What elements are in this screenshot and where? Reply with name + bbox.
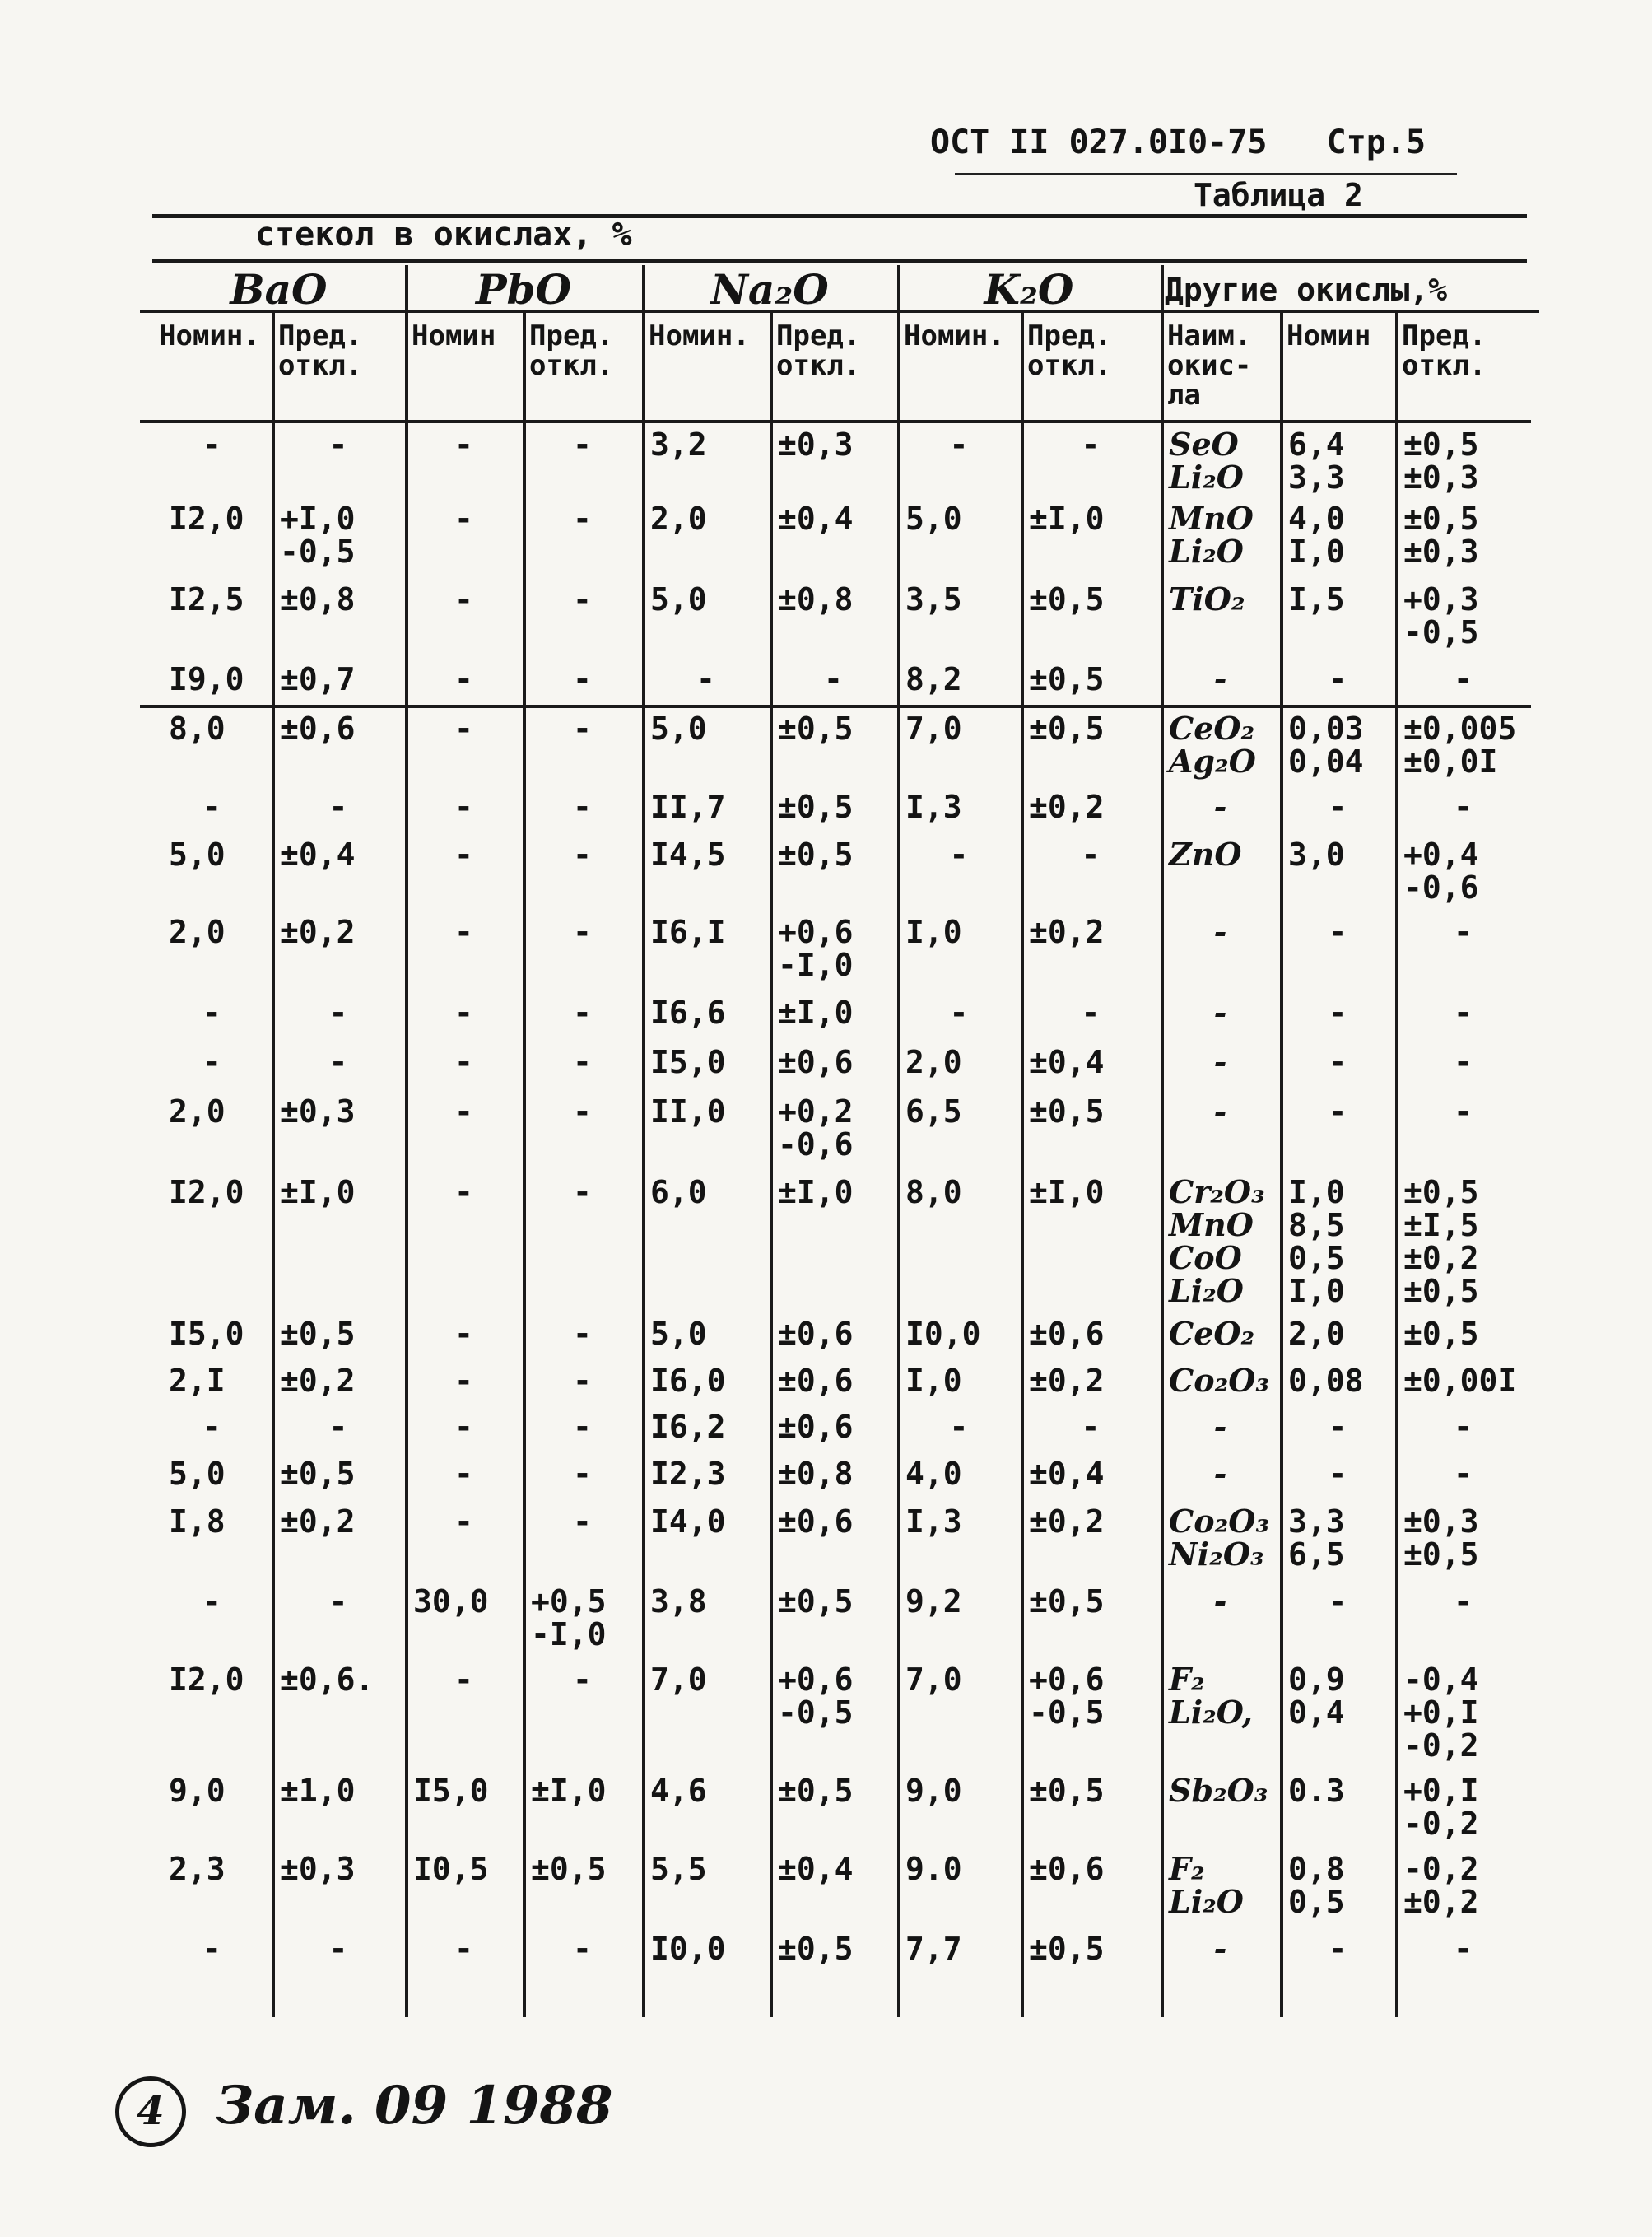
table-cell: - xyxy=(573,837,592,873)
table-cell: - xyxy=(1328,995,1347,1031)
table-cell: ±0,6 xyxy=(1029,1316,1105,1352)
table-cell: 9,0 xyxy=(905,1773,962,1809)
table-cell: I4,5 xyxy=(650,837,726,873)
table-cell: - xyxy=(454,914,473,950)
table-cell: Cr₂O₃ MnO CoO Li₂O xyxy=(1169,1173,1265,1309)
table-cell: 3,0 xyxy=(1288,837,1345,873)
table-cell: - xyxy=(573,661,592,697)
table-cell: - xyxy=(949,837,969,873)
table-cell: I5,0 xyxy=(650,1044,726,1080)
table-cell: 2,0 xyxy=(169,914,226,950)
table-cell: ±0,2 xyxy=(280,1363,356,1399)
table-cell: - xyxy=(454,837,473,873)
table-cell: ±I,0 xyxy=(531,1773,607,1809)
table-cell: - xyxy=(573,1409,592,1445)
table-cell: - xyxy=(1081,1409,1101,1445)
table-cell: ±0,5 xyxy=(1029,1583,1105,1619)
table-cell: - xyxy=(328,789,348,825)
column-rule xyxy=(770,313,773,2017)
table-cell: 7,0 xyxy=(650,1661,707,1698)
table-cell: 2,3 xyxy=(169,1851,226,1887)
table-cell: - xyxy=(573,1456,592,1492)
table-cell: - xyxy=(1213,1093,1227,1130)
table-cell: 9,0 xyxy=(169,1773,226,1809)
table-cell: F₂ Li₂O xyxy=(1169,1850,1244,1920)
table-cell: 3,2 xyxy=(650,426,707,463)
table-cell: 0.3 xyxy=(1288,1773,1345,1809)
table-cell: - xyxy=(328,1409,348,1445)
table-cell: ±0,5 xyxy=(778,1583,854,1619)
table-cell: - xyxy=(454,1931,473,1967)
table-cell: 6,0 xyxy=(650,1174,707,1210)
table-cell: - xyxy=(824,661,843,697)
table-cell: 5,0 xyxy=(169,1456,226,1492)
units-title: стекол в окислах, % xyxy=(255,216,632,254)
table-cell: 6,5 xyxy=(905,1093,962,1130)
table-cell: - xyxy=(1328,789,1347,825)
table-cell: SeO Li₂O xyxy=(1169,426,1244,496)
table-cell: - xyxy=(1081,426,1101,463)
table-cell: I,8 xyxy=(169,1503,226,1540)
group-header: PbO xyxy=(475,265,572,314)
table-cell: ±0,5 xyxy=(778,789,854,825)
table-cell: - xyxy=(1454,789,1473,825)
column-rule xyxy=(1280,313,1283,2017)
table-cell: ±0,5 xyxy=(778,1773,854,1809)
table-label: Таблица 2 xyxy=(1194,177,1363,213)
table-cell: 8,0 xyxy=(169,711,226,747)
table-cell: +0,6 -I,0 xyxy=(778,914,854,983)
table-cell: - xyxy=(573,914,592,950)
table-cell: ±0,4 xyxy=(280,837,356,873)
table-cell: ±0,5 ±0,3 xyxy=(1403,426,1479,496)
table-cell: -0,4 +0,I -0,2 xyxy=(1403,1661,1479,1764)
table-cell: Sb₂O₃ xyxy=(1169,1772,1268,1809)
table-cell: Co₂O₃ Ni₂O₃ xyxy=(1169,1503,1269,1573)
table-cell: - xyxy=(573,995,592,1031)
column-header: Пред. откл. xyxy=(776,319,861,382)
table-cell: - xyxy=(1328,1456,1347,1492)
table-cell: ±0,005 ±0,0I xyxy=(1403,711,1517,780)
column-header: Наим. окис- ла xyxy=(1167,319,1252,412)
table-cell: ±0,6 xyxy=(778,1044,854,1080)
table-cell: - xyxy=(1328,1583,1347,1619)
table-cell: ±0,4 xyxy=(1029,1456,1105,1492)
table-cell: +0,6 -0,5 xyxy=(778,1661,854,1731)
table-cell: I2,0 xyxy=(169,1661,244,1698)
table-cell: 30,0 xyxy=(413,1583,489,1619)
table-cell: - xyxy=(328,1583,348,1619)
table-cell: - xyxy=(328,1044,348,1080)
table-cell: - xyxy=(454,1661,473,1698)
revision-note: Зам. 09 1988 xyxy=(216,2075,613,2137)
table-cell: ±0,6 xyxy=(778,1316,854,1352)
table-cell: - xyxy=(454,581,473,618)
table-cell: 7,7 xyxy=(905,1931,962,1967)
table-cell: ±0,5 xyxy=(1029,711,1105,747)
table-cell: ±0,4 xyxy=(778,501,854,537)
table-cell: - xyxy=(328,426,348,463)
table-cell: - xyxy=(1454,1093,1473,1130)
table-cell: - xyxy=(1328,1409,1347,1445)
table-cell: - xyxy=(202,789,221,825)
table-cell: - xyxy=(1328,1931,1347,1967)
table-cell: - xyxy=(202,1044,221,1080)
table-cell: - xyxy=(1213,1930,1227,1967)
table-cell: - xyxy=(328,995,348,1031)
table-cell: - xyxy=(202,1931,221,1967)
table-cell: I0,0 xyxy=(650,1931,726,1967)
table-cell: ±0,2 xyxy=(280,914,356,950)
table-cell: 9,2 xyxy=(905,1583,962,1619)
table-cell: - xyxy=(1081,837,1101,873)
table-cell: 0,03 0,04 xyxy=(1288,711,1364,780)
table-cell: - xyxy=(573,1093,592,1130)
group-header: BaO xyxy=(230,265,328,314)
table-cell: CeO₂ Ag₂O xyxy=(1169,710,1256,780)
table-cell: - xyxy=(573,1661,592,1698)
table-cell: 7,0 xyxy=(905,1661,962,1698)
table-cell: - xyxy=(573,711,592,747)
header-bottom-rule xyxy=(140,420,1531,423)
table-cell: - xyxy=(1454,995,1473,1031)
table-cell: I2,3 xyxy=(650,1456,726,1492)
table-cell: 4,0 xyxy=(905,1456,962,1492)
table-cell: I6,6 xyxy=(650,995,726,1031)
table-cell: ±0,5 xyxy=(1029,661,1105,697)
group-header: Другие окислы,% xyxy=(1165,272,1448,308)
table-cell: ±I,0 xyxy=(1029,501,1105,537)
table-cell: ±0,4 xyxy=(1029,1044,1105,1080)
table-cell: - xyxy=(696,661,715,697)
table-cell: ±I,0 xyxy=(1029,1174,1105,1210)
table-cell: - xyxy=(573,1044,592,1080)
table-cell: ±0,5 xyxy=(778,711,854,747)
table-cell: - xyxy=(202,995,221,1031)
table-cell: I,0 8,5 0,5 I,0 xyxy=(1288,1174,1345,1309)
table-cell: 0,8 0,5 xyxy=(1288,1851,1345,1920)
table-cell: ±I,0 xyxy=(280,1174,356,1210)
table-cell: - xyxy=(454,1093,473,1130)
table-cell: I,0 xyxy=(905,1363,962,1399)
table-cell: I0,0 xyxy=(905,1316,981,1352)
section-rule xyxy=(140,705,1531,708)
table-cell: -0,2 ±0,2 xyxy=(1403,1851,1479,1920)
table-cell: - xyxy=(454,1363,473,1399)
table-cell: - xyxy=(573,581,592,618)
table-cell: 3,5 xyxy=(905,581,962,618)
table-cell: - xyxy=(1081,995,1101,1031)
table-cell: ±0,6. xyxy=(280,1661,375,1698)
table-cell: - xyxy=(1213,913,1227,950)
table-cell: ±0,8 xyxy=(778,1456,854,1492)
table-cell: - xyxy=(1328,661,1347,697)
table-cell: ±0,6 xyxy=(778,1363,854,1399)
revision-circle: 4 xyxy=(115,2076,186,2147)
table-cell: ±0,5 ±0,3 xyxy=(1403,501,1479,570)
table-cell: I2,0 xyxy=(169,501,244,537)
table-cell: ±0,5 xyxy=(778,837,854,873)
group-header: Na₂O xyxy=(710,265,829,314)
table-cell: - xyxy=(1328,914,1347,950)
table-cell: I2,0 xyxy=(169,1174,244,1210)
table-cell: - xyxy=(454,501,473,537)
table-cell: I,5 xyxy=(1288,581,1345,618)
table-cell: - xyxy=(1213,660,1227,697)
table-cell: - xyxy=(454,1409,473,1445)
table-cell: 4,6 xyxy=(650,1773,707,1809)
table-cell: 2,0 xyxy=(650,501,707,537)
table-cell: - xyxy=(1454,1456,1473,1492)
table-cell: - xyxy=(454,1044,473,1080)
table-cell: ±0,2 xyxy=(280,1503,356,1540)
table-cell: - xyxy=(573,1503,592,1540)
table-cell: Co₂O₃ xyxy=(1169,1362,1269,1399)
table-cell: TiO₂ xyxy=(1169,580,1245,618)
column-rule xyxy=(1161,265,1164,2017)
table-cell: - xyxy=(454,995,473,1031)
table-cell: - xyxy=(949,1409,969,1445)
table-cell: 7,0 xyxy=(905,711,962,747)
table-cell: 5,0 xyxy=(905,501,962,537)
table-cell: ±0,5 xyxy=(1029,1093,1105,1130)
table-cell: 3,3 6,5 xyxy=(1288,1503,1345,1573)
table-cell: ±0,5 xyxy=(280,1456,356,1492)
table-cell: - xyxy=(454,1174,473,1210)
table-cell: I4,0 xyxy=(650,1503,726,1540)
header-rule xyxy=(955,173,1457,175)
table-cell: 6,4 3,3 xyxy=(1288,426,1345,496)
table-cell: 0,08 xyxy=(1288,1363,1364,1399)
table-cell: 3,8 xyxy=(650,1583,707,1619)
table-cell: - xyxy=(1328,1093,1347,1130)
table-cell: I5,0 xyxy=(169,1316,244,1352)
table-cell: 5,0 xyxy=(650,581,707,618)
table-cell: - xyxy=(573,1174,592,1210)
table-cell: ±0,5 ±I,5 ±0,2 ±0,5 xyxy=(1403,1174,1479,1309)
table-cell: 2,I xyxy=(169,1363,226,1399)
table-cell: I,3 xyxy=(905,1503,962,1540)
column-header: Номин xyxy=(412,319,496,352)
table-cell: +0,4 -0,6 xyxy=(1403,837,1479,906)
table-cell: ±0,8 xyxy=(778,581,854,618)
table-cell: +I,0 -0,5 xyxy=(280,501,356,570)
column-rule xyxy=(642,265,645,2017)
table-cell: ±0,5 xyxy=(1029,1773,1105,1809)
table-cell: ±I,0 xyxy=(778,1174,854,1210)
table-cell: - xyxy=(454,661,473,697)
table-cell: - xyxy=(949,995,969,1031)
table-cell: - xyxy=(1454,1583,1473,1619)
table-cell: - xyxy=(1213,788,1227,825)
table-cell: I,0 xyxy=(905,914,962,950)
table-cell: CeO₂ xyxy=(1169,1315,1255,1352)
table-cell: - xyxy=(328,1931,348,1967)
table-cell: 5,0 xyxy=(650,1316,707,1352)
table-cell: 2,0 xyxy=(905,1044,962,1080)
table-cell: - xyxy=(573,789,592,825)
group-header: K₂O xyxy=(984,265,1074,314)
column-header: Номин. xyxy=(649,319,750,352)
column-rule xyxy=(1395,313,1398,2017)
table-cell: - xyxy=(202,1583,221,1619)
column-header: Номин. xyxy=(904,319,1005,352)
column-rule xyxy=(523,313,526,2017)
table-cell: +0,2 -0,6 xyxy=(778,1093,854,1163)
table-cell: I6,2 xyxy=(650,1409,726,1445)
table-cell: - xyxy=(1213,994,1227,1031)
table-cell: ±0,2 xyxy=(1029,914,1105,950)
column-header: Номин xyxy=(1287,319,1371,352)
table-cell: 2,0 xyxy=(169,1093,226,1130)
table-cell: - xyxy=(573,501,592,537)
table-cell: - xyxy=(1454,1931,1473,1967)
table-cell: - xyxy=(454,711,473,747)
table-cell: - xyxy=(454,1456,473,1492)
table-cell: ±0,5 xyxy=(280,1316,356,1352)
table-cell: ±0,00I xyxy=(1403,1363,1517,1399)
table-cell: I,3 xyxy=(905,789,962,825)
table-cell: - xyxy=(202,426,221,463)
table-cell: - xyxy=(1328,1044,1347,1080)
table-cell: 5,5 xyxy=(650,1851,707,1887)
column-header: Номин. xyxy=(159,319,260,352)
column-rule xyxy=(897,265,900,2017)
table-cell: MnO Li₂O xyxy=(1169,500,1254,570)
table-cell: I5,0 xyxy=(413,1773,489,1809)
column-rule xyxy=(1021,313,1024,2017)
table-cell: ±0,6 xyxy=(1029,1851,1105,1887)
document-code: ОСТ II 027.0I0-75 Стр.5 xyxy=(930,124,1426,161)
column-rule xyxy=(272,313,275,2017)
table-cell: - xyxy=(949,426,969,463)
table-cell: 5,0 xyxy=(650,711,707,747)
table-cell: I0,5 xyxy=(413,1851,489,1887)
table-cell: 0,9 0,4 xyxy=(1288,1661,1345,1731)
table-cell: ±0,8 xyxy=(280,581,356,618)
table-cell: ±0,2 xyxy=(1029,1363,1105,1399)
table-cell: ±0,3 xyxy=(280,1093,356,1130)
table-cell: 4,0 I,0 xyxy=(1288,501,1345,570)
table-cell: - xyxy=(1213,1408,1227,1445)
table-cell: 8,0 xyxy=(905,1174,962,1210)
table-cell: - xyxy=(573,426,592,463)
table-cell: ±0,6 xyxy=(778,1503,854,1540)
table-cell: - xyxy=(1454,1409,1473,1445)
table-cell: - xyxy=(1213,1043,1227,1080)
column-header: Пред. откл. xyxy=(1027,319,1112,382)
table-cell: - xyxy=(1213,1582,1227,1619)
table-cell: ±0,5 xyxy=(778,1931,854,1967)
table-cell: - xyxy=(573,1363,592,1399)
table-cell: +0,I -0,2 xyxy=(1403,1773,1479,1842)
table-cell: ZnO xyxy=(1169,836,1242,873)
table-cell: - xyxy=(454,789,473,825)
units-rule xyxy=(152,259,1527,263)
table-cell: - xyxy=(454,1503,473,1540)
table-cell: +0,6 -0,5 xyxy=(1029,1661,1105,1731)
table-cell: ±1,0 xyxy=(280,1773,356,1809)
table-cell: - xyxy=(454,1316,473,1352)
table-cell: ±0,2 xyxy=(1029,789,1105,825)
table-cell: - xyxy=(1454,1044,1473,1080)
table-cell: ±0,3 ±0,5 xyxy=(1403,1503,1479,1573)
table-cell: - xyxy=(1213,1455,1227,1492)
table-cell: - xyxy=(202,1409,221,1445)
table-cell: - xyxy=(1454,914,1473,950)
table-cell: ±0,5 xyxy=(531,1851,607,1887)
table-cell: +0,3 -0,5 xyxy=(1403,581,1479,650)
table-cell: - xyxy=(573,1316,592,1352)
table-cell: ±0,7 xyxy=(280,661,356,697)
table-cell: 8,2 xyxy=(905,661,962,697)
table-cell: ±0,5 xyxy=(1403,1316,1479,1352)
table-cell: ±0,5 xyxy=(1029,1931,1105,1967)
column-header: Пред. откл. xyxy=(529,319,614,382)
table-cell: ±0,2 xyxy=(1029,1503,1105,1540)
table-cell: ±0,6 xyxy=(778,1409,854,1445)
table-cell: - xyxy=(454,426,473,463)
table-cell: I2,5 xyxy=(169,581,244,618)
table-cell: F₂ Li₂O, xyxy=(1169,1661,1253,1731)
table-cell: ±0,4 xyxy=(778,1851,854,1887)
table-cell: ±0,3 xyxy=(280,1851,356,1887)
table-cell: ±0,5 xyxy=(1029,581,1105,618)
table-cell: 5,0 xyxy=(169,837,226,873)
table-cell: - xyxy=(1454,661,1473,697)
table-cell: I9,0 xyxy=(169,661,244,697)
table-cell: ±I,0 xyxy=(778,995,854,1031)
column-header: Пред. откл. xyxy=(278,319,363,382)
table-cell: - xyxy=(573,1931,592,1967)
table-cell: ±0,3 xyxy=(778,426,854,463)
table-cell: 9.0 xyxy=(905,1851,962,1887)
table-cell: 2,0 xyxy=(1288,1316,1345,1352)
table-cell: II,0 xyxy=(650,1093,726,1130)
table-cell: I6,0 xyxy=(650,1363,726,1399)
table-cell: II,7 xyxy=(650,789,726,825)
table-cell: +0,5 -I,0 xyxy=(531,1583,607,1652)
table-cell: I6,I xyxy=(650,914,726,950)
column-header: Пред. откл. xyxy=(1402,319,1487,382)
table-cell: ±0,6 xyxy=(280,711,356,747)
